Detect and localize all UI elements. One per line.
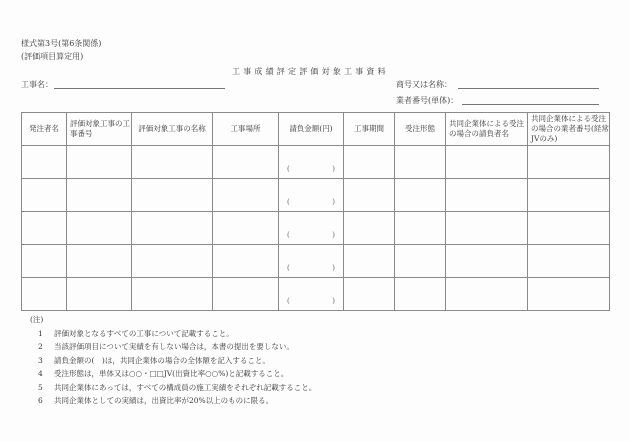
col-period: 工事期間 — [344, 113, 395, 146]
table-row — [22, 179, 610, 212]
cell-project-title[interactable] — [132, 146, 213, 179]
company-name-field[interactable] — [458, 88, 599, 89]
note-text: 共同企業体としての実績は，出資比率が20%以上のものに限る。 — [54, 396, 274, 405]
cell-order-type[interactable] — [395, 179, 446, 212]
note-item — [38, 381, 316, 395]
cell-project-title[interactable] — [132, 212, 213, 245]
contractor-number-field[interactable] — [462, 104, 599, 105]
cell-project-number[interactable] — [67, 278, 132, 311]
amount-total-placeholder — [279, 278, 343, 310]
amount-total-placeholder — [279, 212, 343, 244]
cell-location[interactable] — [213, 278, 279, 311]
cell-order-type[interactable] — [395, 146, 446, 179]
col-jv-contractor-name: 共同企業体による受注の場合の請負者名 — [446, 113, 528, 146]
cell-orderer-name[interactable] — [22, 245, 67, 278]
cell-project-number[interactable] — [67, 245, 132, 278]
cell-period[interactable] — [344, 146, 395, 179]
note-number: 5 — [38, 382, 43, 392]
note-text: 共同企業体にあっては，すべての構成員の施工実績をそれぞれ記載すること。 — [54, 382, 317, 392]
amount-total-placeholder — [279, 146, 343, 178]
amount-total-placeholder — [279, 179, 343, 211]
note-text: 評価対象となるすべての工事について記載すること。 — [54, 328, 234, 338]
note-number: 2 — [38, 342, 43, 351]
note-number: 3 — [38, 355, 43, 365]
cell-contract-amount[interactable] — [279, 179, 344, 212]
cell-project-number[interactable] — [67, 146, 132, 179]
cell-project-title[interactable] — [132, 278, 213, 311]
col-project-title: 評価対象工事の名称 — [132, 113, 213, 146]
cell-contract-amount[interactable] — [279, 212, 344, 245]
table-row — [22, 278, 610, 311]
col-project-number: 評価対象工事の工事番号 — [67, 113, 132, 146]
open-paren: ( — [287, 297, 290, 305]
close-paren: ) — [332, 165, 335, 173]
form-number: 様式第3号(第6条関係) — [21, 39, 102, 48]
table-row — [22, 212, 610, 245]
table-header-row — [22, 113, 610, 146]
note-item — [38, 340, 316, 354]
cell-location[interactable] — [213, 146, 279, 179]
project-name-label: 工事名： — [21, 80, 53, 89]
close-paren: ) — [332, 297, 335, 305]
cell-orderer-name[interactable] — [22, 278, 67, 311]
cell-jv-contractor-name[interactable] — [446, 278, 528, 311]
cell-orderer-name[interactable] — [22, 212, 67, 245]
cell-period[interactable] — [344, 245, 395, 278]
col-contract-amount: 請負金額(円) — [279, 113, 344, 146]
note-item — [38, 327, 316, 341]
cell-location[interactable] — [213, 179, 279, 212]
cell-contract-amount[interactable] — [279, 245, 344, 278]
col-jv-contractor-number: 共同企業体による受注の場合の業者番号(経常JVのみ) — [528, 113, 610, 146]
document-title: 工事成績評定評価対象工事資料 — [232, 67, 389, 76]
company-name-label: 商号又は名称： — [396, 80, 452, 89]
open-paren: ( — [287, 198, 290, 206]
note-text: 受注形態は，単体又は○○・□□JV(出資比率○○%)と記載すること。 — [54, 369, 289, 378]
open-paren: ( — [287, 231, 290, 239]
form-purpose: (評価項目算定用) — [21, 52, 84, 61]
note-number: 1 — [38, 328, 43, 338]
close-paren: ) — [332, 264, 335, 272]
cell-project-number[interactable] — [67, 212, 132, 245]
cell-jv-contractor-name[interactable] — [446, 179, 528, 212]
cell-jv-contractor-number[interactable] — [528, 245, 610, 278]
note-number: 6 — [38, 396, 43, 405]
note-item — [38, 394, 316, 408]
note-item — [38, 367, 316, 381]
cell-jv-contractor-name[interactable] — [446, 245, 528, 278]
col-location: 工事場所 — [213, 113, 279, 146]
table-row — [22, 146, 610, 179]
notes-section — [32, 313, 316, 408]
cell-project-title[interactable] — [132, 179, 213, 212]
cell-period[interactable] — [344, 212, 395, 245]
cell-project-title[interactable] — [132, 245, 213, 278]
col-order-type: 受注形態 — [395, 113, 446, 146]
close-paren: ) — [332, 198, 335, 206]
table-row — [22, 245, 610, 278]
close-paren: ) — [332, 231, 335, 239]
cell-jv-contractor-number[interactable] — [528, 179, 610, 212]
cell-jv-contractor-name[interactable] — [446, 146, 528, 179]
cell-contract-amount[interactable] — [279, 146, 344, 179]
cell-order-type[interactable] — [395, 278, 446, 311]
note-text: 請負金額の( )は，共同企業体の場合の全体額を記入すること。 — [54, 355, 270, 365]
amount-total-placeholder — [279, 245, 343, 277]
cell-orderer-name[interactable] — [22, 146, 67, 179]
col-orderer-name: 発注者名 — [22, 113, 67, 146]
cell-jv-contractor-number[interactable] — [528, 278, 610, 311]
cell-project-number[interactable] — [67, 179, 132, 212]
cell-jv-contractor-number[interactable] — [528, 212, 610, 245]
cell-contract-amount[interactable] — [279, 278, 344, 311]
cell-jv-contractor-name[interactable] — [446, 212, 528, 245]
open-paren: ( — [287, 264, 290, 272]
cell-jv-contractor-number[interactable] — [528, 146, 610, 179]
notes-heading: (注) — [30, 315, 44, 324]
cell-location[interactable] — [213, 245, 279, 278]
works-table — [21, 112, 610, 311]
note-text: 当該評価項目について実績を有しない場合は，本書の提出を要しない。 — [54, 342, 294, 351]
cell-period[interactable] — [344, 278, 395, 311]
note-number: 4 — [38, 369, 43, 378]
open-paren: ( — [287, 165, 290, 173]
cell-order-type[interactable] — [395, 212, 446, 245]
cell-location[interactable] — [213, 212, 279, 245]
note-item — [38, 354, 316, 368]
contractor-number-label: 業者番号(単体)： — [396, 96, 459, 105]
cell-orderer-name[interactable] — [22, 179, 67, 212]
cell-order-type[interactable] — [395, 245, 446, 278]
project-name-field[interactable] — [54, 88, 225, 89]
cell-period[interactable] — [344, 179, 395, 212]
